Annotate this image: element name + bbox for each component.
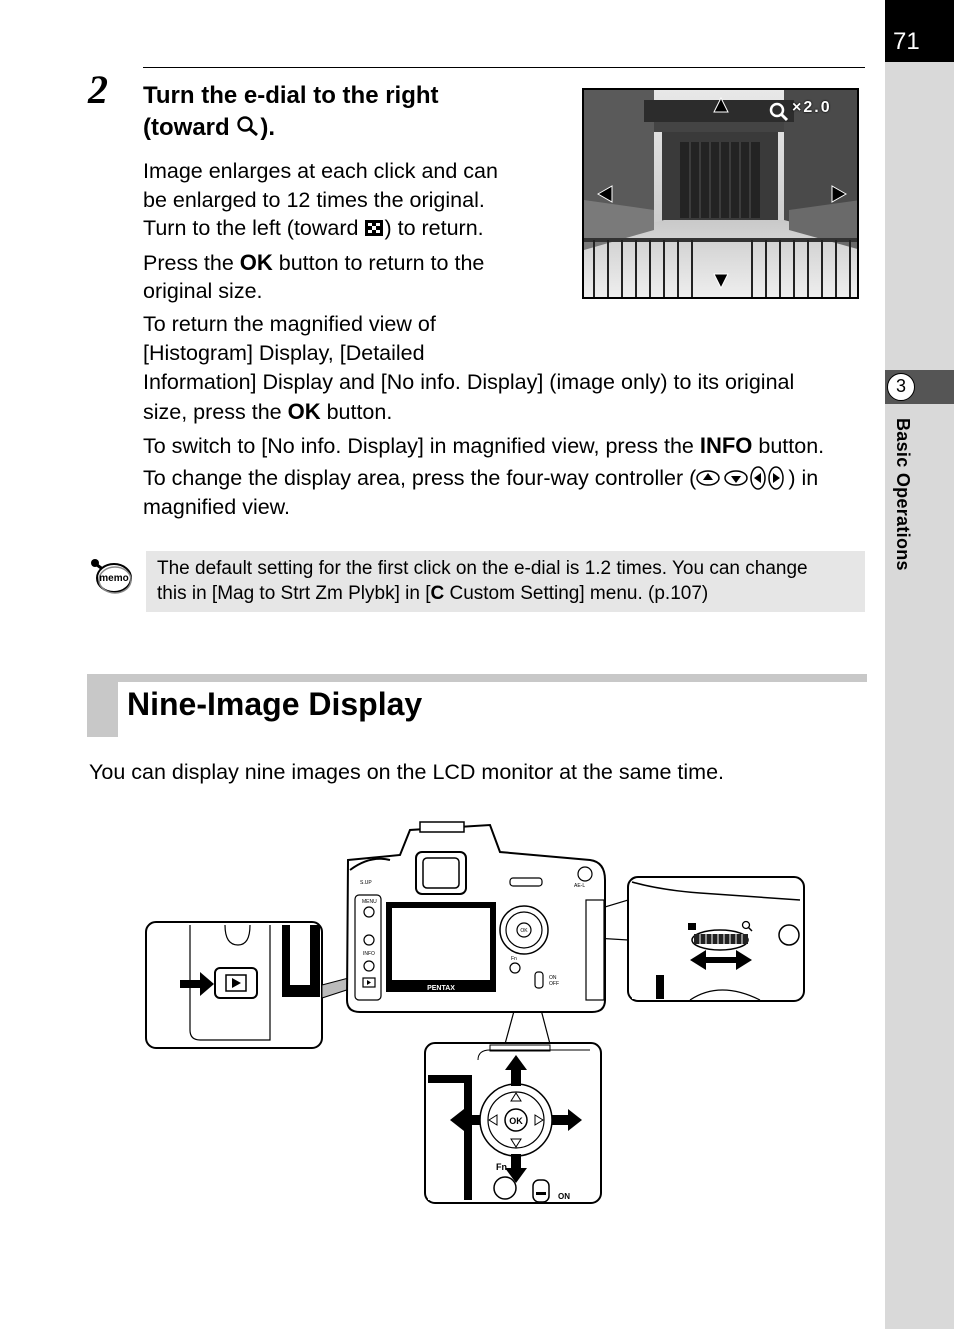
thumbnail-icon [364,219,384,237]
step-title-post: ). [260,114,275,141]
off-label-small: OFF [549,981,559,987]
para-return-l4 [143,397,392,427]
camera-brand: PENTAX [427,985,455,992]
sup-label: S.UP [360,880,372,886]
ok-button-label: OK [239,250,273,275]
playback-button-inset [146,922,322,1048]
fn-label-large: Fn [496,1162,507,1172]
para-ok-l1 [143,248,484,278]
para-area-l1 [143,464,818,493]
camera-illustration [140,815,812,1207]
memo-line2 [157,581,857,606]
ok-label-small: OK [520,928,528,934]
chapter-number: 3 [887,373,915,401]
info-label: INFO [363,951,375,957]
section-marker [87,674,118,737]
step-title-line1: Turn the e-dial to the right [143,82,439,109]
para-ok-post: button to return to the [272,251,485,275]
four-way-controller-inset [425,1043,601,1203]
para-return-l3: Information] Display and [No info. Display] (image only) to its original [143,370,795,394]
para-info [143,431,824,461]
page-number: 71 [893,28,920,55]
para-enlarge-l3-post: ) to return. [384,216,484,240]
ok-button-label-2: OK [287,399,321,424]
ael-label: AE-L [574,883,586,889]
section-title: Nine-Image Display [127,686,423,722]
para-return-pre: size, press the [143,400,288,424]
top-rule [143,67,865,68]
on-label-small: ON [549,975,557,981]
e-dial-inset [628,877,804,1001]
para-enlarge-l3-pre: Turn to the left (toward [143,216,365,240]
ok-label-large: OK [509,1116,523,1126]
memo-icon [88,556,134,596]
para-enlarge-l2: be enlarged to 12 times the original. [143,188,485,212]
para-info-pre: To switch to [No info. Display] in magnified view, press the [143,434,700,458]
on-label-large: ON [558,1192,570,1201]
camera-body [347,822,605,1012]
info-button-label: INFO [699,433,753,458]
chapter-title: Basic Operations [893,418,913,571]
magnify-icon [236,115,260,137]
para-area-post: ) in [788,466,819,490]
para-enlarge-l3 [143,214,484,243]
section-rule [87,674,867,682]
memo-text [157,556,857,606]
memo-line2-pre: this in [Mag to Strt Zm Plybk] in [ [157,583,431,604]
memo-icon-label: memo [99,573,129,584]
step-title-line2 [143,112,563,144]
step-title-pre: (toward [143,114,237,141]
chapter-sidebar [885,0,954,1329]
menu-label: MENU [362,899,377,905]
zoom-ratio-label: ×2.0 [792,99,832,116]
para-enlarge-l1: Image enlarges at each click and can [143,159,498,183]
step-title [143,80,563,144]
para-ok-l2: original size. [143,279,263,303]
custom-setting-c-icon: C [430,583,445,604]
step-number: 2 [88,67,108,112]
four-way-controller-icons [696,466,788,490]
para-area-pre: To change the display area, press the four-way controller ( [143,466,697,490]
memo-line1: The default setting for the first click on the e-dial is 1.2 times. You can change [157,558,808,579]
para-ok-pre: Press the [143,251,240,275]
section-intro: You can display nine images on the LCD monitor at the same time. [89,760,724,784]
para-area-l2: magnified view. [143,495,290,519]
para-return-post: button. [320,400,393,424]
para-return-l2: [Histogram] Display, [Detailed [143,341,425,365]
magnified-photo [582,88,859,299]
fn-label-small: Fn [511,956,517,962]
para-info-post: button. [752,434,825,458]
para-return-l1: To return the magnified view of [143,312,436,336]
memo-line2-post: Custom Setting] menu. (p.107) [444,583,709,604]
